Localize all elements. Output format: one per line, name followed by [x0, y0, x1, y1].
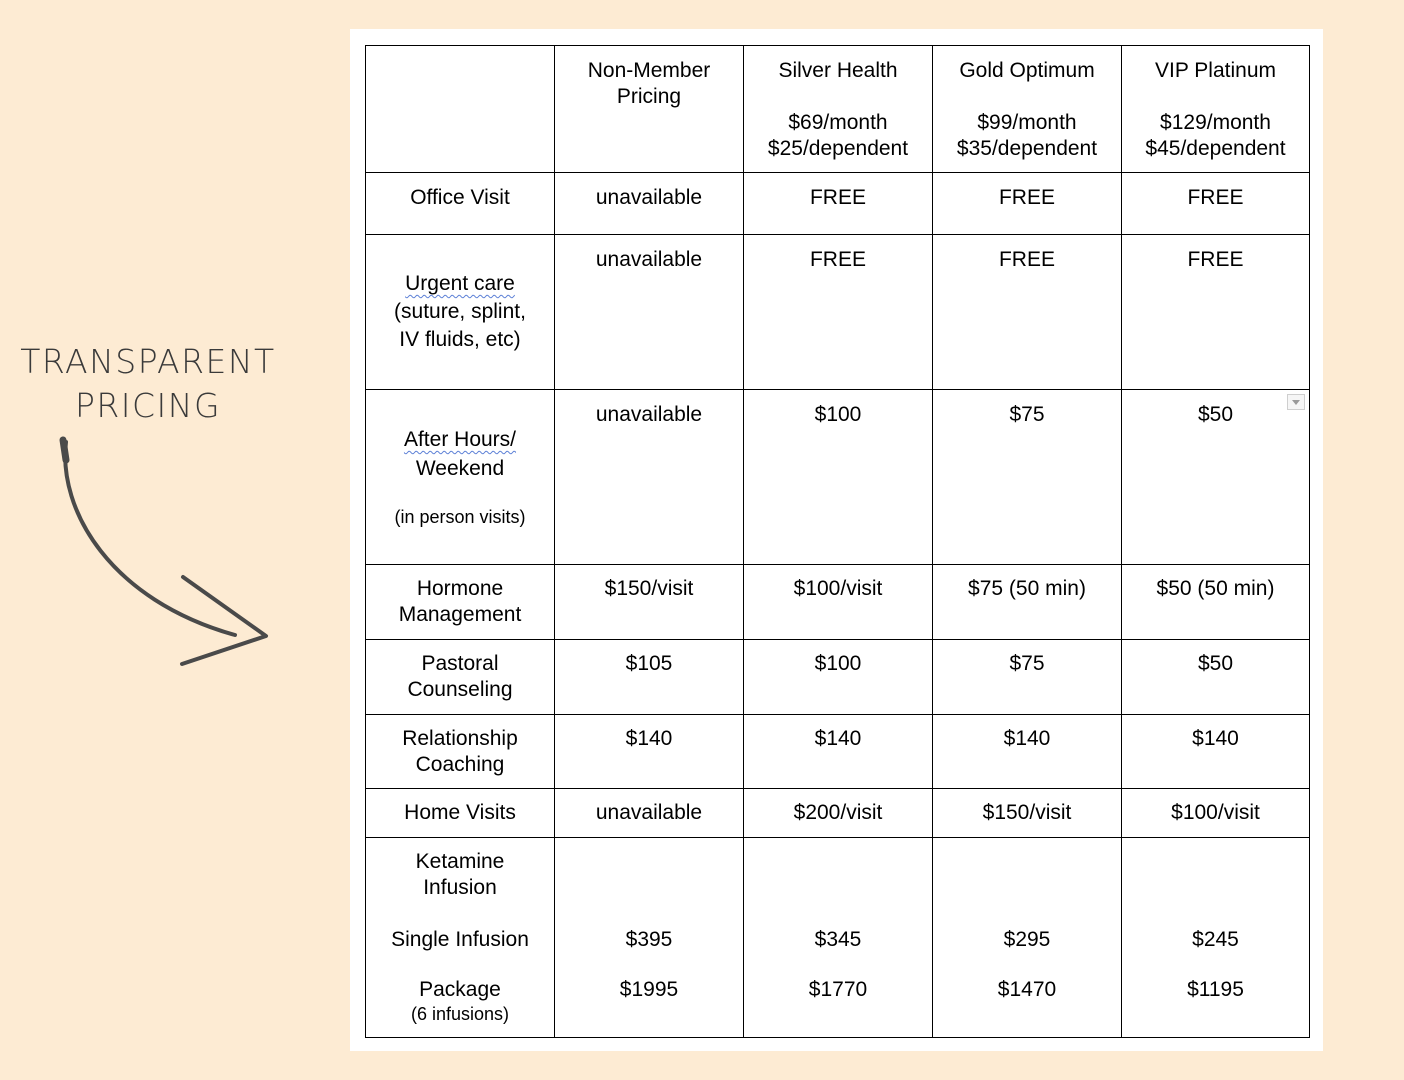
column-name: Silver Health	[778, 59, 898, 82]
value-cell: FREE	[744, 235, 933, 390]
pricing-table	[365, 45, 1310, 1038]
empty-corner-cell	[366, 46, 555, 173]
row-ketamine-infusion	[366, 838, 1310, 1038]
package-note: (6 infusions)	[410, 1004, 510, 1024]
column-name-line2: Pricing	[616, 85, 682, 108]
value-text: $50	[1197, 403, 1234, 426]
value-cell: $100	[744, 640, 933, 715]
monthly-price: $69/month	[788, 111, 888, 134]
row-home-visits	[366, 789, 1310, 838]
transparent-pricing-heading	[0, 340, 296, 428]
value-cell: $150/visit	[555, 565, 744, 640]
monthly-price: $99/month	[977, 111, 1077, 134]
row-label: Office Visit	[366, 173, 555, 235]
row-label-main: Urgent care	[405, 272, 515, 295]
row-label-line2: Counseling	[407, 678, 513, 701]
value-cell: $140	[1122, 715, 1310, 789]
row-label	[366, 565, 555, 640]
row-label-line2: Management	[398, 603, 522, 626]
value-cell	[933, 838, 1122, 1038]
heading-line-2: PRICING	[74, 386, 222, 425]
row-label	[366, 838, 555, 1038]
row-label-line1: Ketamine	[415, 850, 505, 873]
pricing-card	[350, 29, 1323, 1051]
value-cell: $150/visit	[933, 789, 1122, 838]
package-price: $1770	[808, 978, 868, 1001]
dependent-price: $25/dependent	[767, 137, 909, 160]
row-relationship-coaching	[366, 715, 1310, 789]
row-label	[366, 640, 555, 715]
row-label	[366, 390, 555, 565]
column-header-gold	[933, 46, 1122, 173]
row-label-line1: Pastoral	[421, 652, 499, 675]
value-cell: FREE	[1122, 235, 1310, 390]
header-row	[366, 46, 1310, 173]
value-cell: FREE	[1122, 173, 1310, 235]
dropdown-arrow-icon[interactable]	[1287, 394, 1305, 410]
row-label-line2: Infusion	[423, 876, 497, 899]
value-cell	[1122, 838, 1310, 1038]
package-label: Package	[419, 978, 501, 1001]
row-label: Home Visits	[366, 789, 555, 838]
single-price: $395	[625, 928, 673, 951]
value-cell: FREE	[933, 235, 1122, 390]
single-price: $295	[1003, 928, 1051, 951]
value-cell: unavailable	[555, 390, 744, 565]
dependent-price: $45/dependent	[1145, 137, 1286, 160]
value-cell	[555, 838, 744, 1038]
column-name: VIP Platinum	[1154, 59, 1276, 82]
row-office-visit	[366, 173, 1310, 235]
value-cell: unavailable	[555, 235, 744, 390]
row-label-line2: Coaching	[415, 753, 505, 776]
value-cell: $140	[933, 715, 1122, 789]
value-cell: $100/visit	[744, 565, 933, 640]
package-price: $1195	[1187, 978, 1244, 1001]
row-label-line1: Hormone	[416, 577, 504, 600]
value-cell: unavailable	[555, 789, 744, 838]
package-price: $1470	[997, 978, 1057, 1001]
row-label-detail: (suture, splint,	[394, 300, 526, 323]
row-label	[366, 715, 555, 789]
value-cell: $200/visit	[744, 789, 933, 838]
heading-line-1: TRANSPARENT	[20, 342, 276, 381]
curved-arrow-icon	[40, 430, 280, 680]
value-cell: $75	[933, 390, 1122, 565]
row-label-line1: Relationship	[402, 727, 518, 750]
value-cell	[744, 838, 933, 1038]
value-cell: $75 (50 min)	[933, 565, 1122, 640]
value-cell: $75	[933, 640, 1122, 715]
row-urgent-care	[366, 235, 1310, 390]
single-price: $345	[814, 928, 862, 951]
value-cell: unavailable	[555, 173, 744, 235]
row-pastoral-counseling	[366, 640, 1310, 715]
value-cell: $50	[1122, 640, 1310, 715]
value-cell: $105	[555, 640, 744, 715]
value-cell: $50 (50 min)	[1122, 565, 1310, 640]
single-infusion-label: Single Infusion	[391, 928, 529, 951]
value-cell: $140	[555, 715, 744, 789]
row-label-line2: Weekend	[415, 457, 505, 480]
value-cell: $140	[744, 715, 933, 789]
value-cell: $100	[744, 390, 933, 565]
dependent-price: $35/dependent	[956, 137, 1098, 160]
single-price: $245	[1192, 928, 1239, 951]
column-header-vip	[1122, 46, 1310, 173]
row-after-hours	[366, 390, 1310, 565]
row-label-main: After Hours/	[403, 428, 517, 451]
value-cell: FREE	[933, 173, 1122, 235]
row-label	[366, 235, 555, 390]
column-name: Non-Member	[587, 59, 711, 82]
row-label-note: (in person visits)	[394, 507, 526, 527]
package-price: $1995	[619, 978, 679, 1001]
column-name: Gold Optimum	[959, 59, 1095, 82]
row-hormone-management	[366, 565, 1310, 640]
column-header-non-member	[555, 46, 744, 173]
monthly-price: $129/month	[1160, 111, 1271, 134]
column-header-silver	[744, 46, 933, 173]
value-cell: FREE	[744, 173, 933, 235]
value-cell: $100/visit	[1122, 789, 1310, 838]
value-cell	[1122, 390, 1310, 565]
row-label-detail: IV fluids, etc)	[399, 328, 521, 351]
